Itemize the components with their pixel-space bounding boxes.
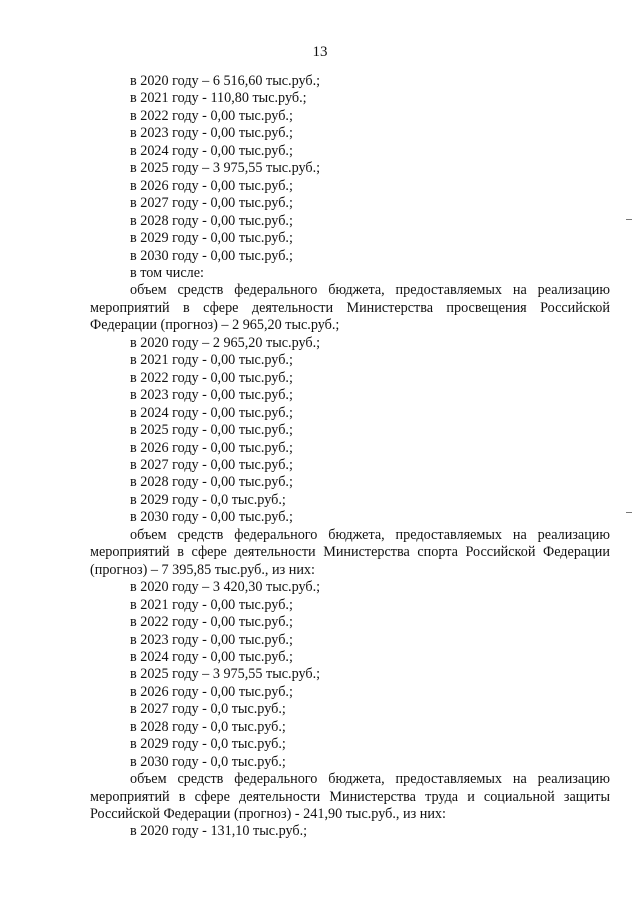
paragraph: объем средств федерального бюджета, предоставляемых на реализацию мероприятий в сфере деятельности Министерства просвещения Российской Федерации (прогноз) – 2 965,20 тыс.руб.;: [90, 282, 610, 334]
budget-year-line: в 2022 году - 0,00 тыс.руб.;: [130, 107, 293, 124]
budget-year-line: в 2027 году - 0,00 тыс.руб.;: [130, 456, 293, 473]
budget-year-line: в 2023 году - 0,00 тыс.руб.;: [130, 125, 293, 142]
budget-year-line: в 2026 году - 0,00 тыс.руб.;: [130, 683, 293, 700]
budget-year-line: в 2020 году - 131,10 тыс.руб.;: [130, 823, 308, 840]
budget-year-line: в 2020 году – 2 965,20 тыс.руб.;: [130, 334, 321, 351]
budget-year-line: в 2028 году - 0,0 тыс.руб.;: [130, 718, 286, 735]
budget-year-line: в 2021 году - 0,00 тыс.руб.;: [130, 352, 293, 369]
budget-year-line: в 2022 году - 0,00 тыс.руб.;: [130, 614, 293, 631]
budget-year-line: в 2025 году – 3 975,55 тыс.руб.;: [130, 160, 321, 177]
margin-mark: [626, 219, 632, 220]
budget-year-line: в 2029 году - 0,00 тыс.руб.;: [130, 230, 293, 247]
budget-year-line: в 2024 году - 0,00 тыс.руб.;: [130, 648, 293, 665]
margin-mark: [626, 512, 632, 513]
budget-year-line: в 2026 году - 0,00 тыс.руб.;: [130, 439, 293, 456]
budget-year-line: в 2020 году – 3 420,30 тыс.руб.;: [130, 579, 321, 596]
budget-year-line: в 2022 году - 0,00 тыс.руб.;: [130, 369, 293, 386]
document-body: [90, 73, 610, 841]
budget-year-line: в 2021 году - 110,80 тыс.руб.;: [130, 90, 307, 107]
budget-year-line: в 2025 году – 3 975,55 тыс.руб.;: [130, 666, 321, 683]
budget-year-line: в 2030 году - 0,0 тыс.руб.;: [130, 753, 286, 770]
budget-year-line: в 2021 году - 0,00 тыс.руб.;: [130, 596, 293, 613]
budget-year-line: в 2025 году - 0,00 тыс.руб.;: [130, 422, 293, 439]
budget-year-line: в 2028 году - 0,00 тыс.руб.;: [130, 474, 293, 491]
budget-year-line: в 2030 году - 0,00 тыс.руб.;: [130, 247, 293, 264]
budget-year-line: в 2029 году - 0,0 тыс.руб.;: [130, 736, 286, 753]
budget-year-line: в том числе:: [130, 264, 204, 281]
budget-year-line: в 2028 году - 0,00 тыс.руб.;: [130, 212, 293, 229]
page-number: 13: [312, 44, 328, 60]
budget-year-line: в 2027 году - 0,0 тыс.руб.;: [130, 701, 286, 718]
budget-year-line: в 2020 году – 6 516,60 тыс.руб.;: [130, 73, 321, 89]
budget-year-line: в 2024 году - 0,00 тыс.руб.;: [130, 142, 293, 159]
paragraph: объем средств федерального бюджета, предоставляемых на реализацию мероприятий в сфере деятельности Министерства труда и социальной защиты Российской Федерации (прогноз) - 241,90 тыс.руб., из них:: [90, 771, 610, 823]
paragraph: объем средств федерального бюджета, предоставляемых на реализацию мероприятий в сфере деятельности Министерства спорта Российской Федерации (прогноз) – 7 395,85 тыс.руб., из них:: [90, 526, 610, 578]
budget-year-line: в 2023 году - 0,00 тыс.руб.;: [130, 387, 293, 404]
budget-year-line: в 2026 году - 0,00 тыс.руб.;: [130, 177, 293, 194]
budget-year-line: в 2030 году - 0,00 тыс.руб.;: [130, 509, 293, 526]
budget-year-line: в 2023 году - 0,00 тыс.руб.;: [130, 631, 293, 648]
budget-year-line: в 2027 году - 0,00 тыс.руб.;: [130, 195, 293, 212]
budget-year-line: в 2024 году - 0,00 тыс.руб.;: [130, 404, 293, 421]
budget-year-line: в 2029 году - 0,0 тыс.руб.;: [130, 491, 286, 508]
